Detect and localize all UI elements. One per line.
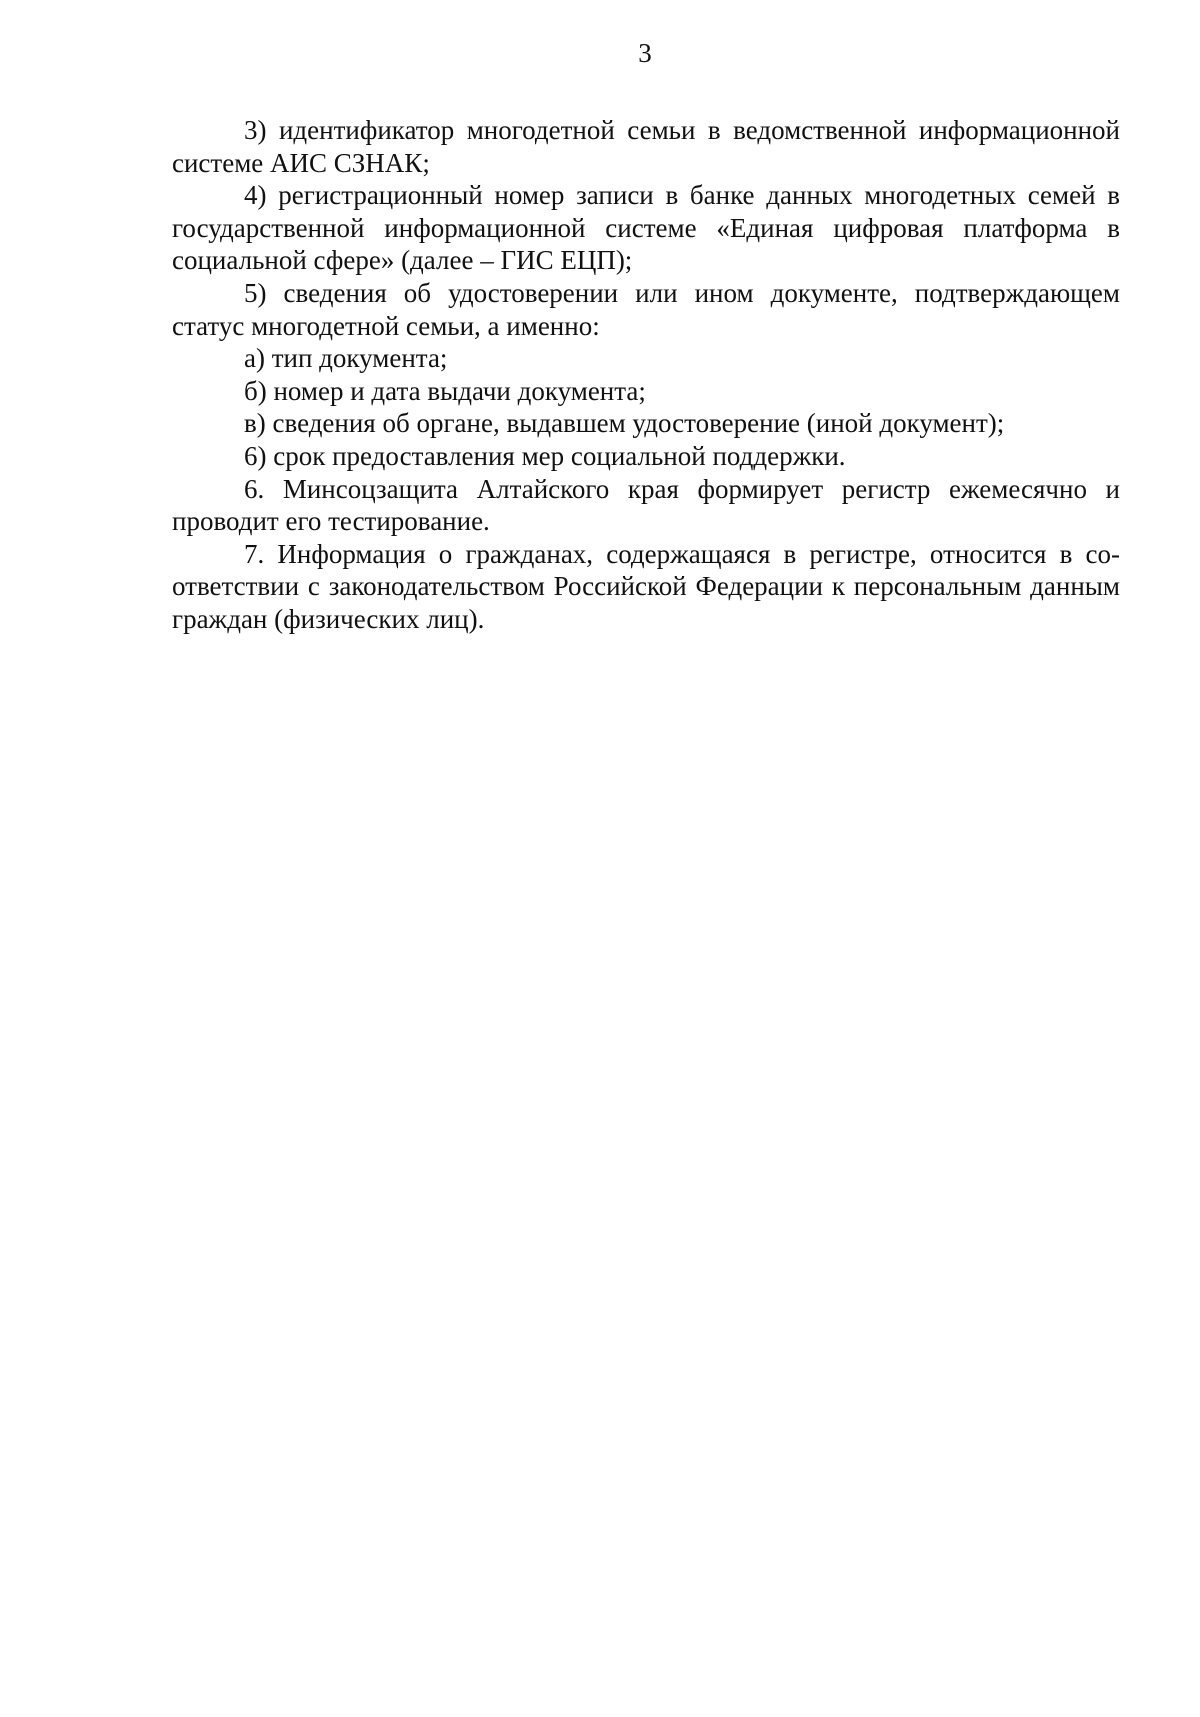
paragraph-item-4-registration-number: 4) регистрационный номер записи в банке данных многодетных семей в государственной информационной системе «Единая цифровая платформа в социальной сфере» (далее – ГИС ЕЦП); (172, 180, 1120, 276)
subitem-b-number-and-date: б) номер и дата выдачи документа; (244, 375, 646, 406)
document-body (172, 114, 1120, 636)
subitem-v-issuing-authority: в) сведения об органе, выдавшем удостоверение (иной документ); (244, 408, 1005, 439)
paragraph-section-7-personal-data: 7. Информация о гражданах, содержащаяся в регистре, относится в соответствии с законодательством Российской Федерации к персональным данным граждан (физических лиц). (172, 538, 1120, 634)
paragraph-item-3-identifier: 3) идентификатор многодетной семьи в ведомственной информационной системе АИС СЗНАК; (172, 115, 1120, 178)
paragraph-section-6-register-formation: 6. Минсоцзащита Алтайского края формирует регистр ежемесячно и проводит его тестирование. (172, 473, 1120, 537)
page-number: 3 (638, 38, 652, 68)
subitem-a-document-type: а) тип документа; (244, 343, 448, 374)
paragraph-item-5-certificate-info: 5) сведения об удостоверении или ином документе, подтверждающем статус многодетной семьи, а именно: (172, 277, 1120, 341)
paragraph-item-6-support-period: 6) срок предоставления мер социальной поддержки. (244, 440, 846, 471)
